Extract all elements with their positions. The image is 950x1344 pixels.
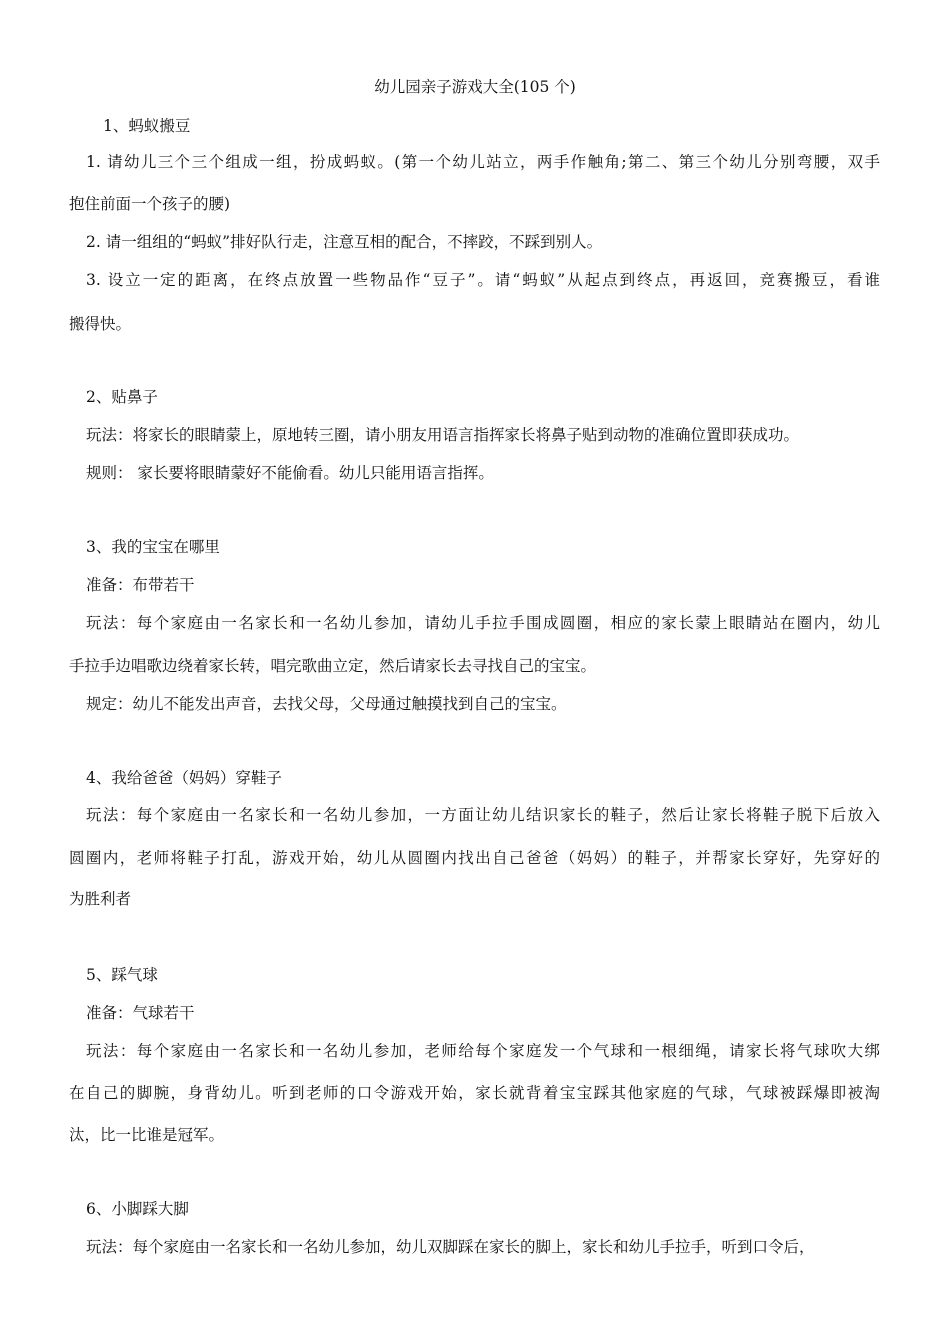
paragraph-line: 准备：气球若干 <box>86 1004 195 1022</box>
paragraph-line: 玩法：将家长的眼睛蒙上，原地转三圈，请小朋友用语言指挥家长将鼻子贴到动物的准确位置即获成功。 <box>86 426 800 444</box>
paragraph-line: 规则： 家长要将眼睛蒙好不能偷看。幼儿只能用语言指挥。 <box>86 464 494 482</box>
paragraph-line: 为胜利者 <box>69 890 132 908</box>
section-heading: 6、小脚踩大脚 <box>86 1200 189 1218</box>
paragraph-line: 搬得快。 <box>69 315 132 333</box>
section-heading: 4、我给爸爸（妈妈）穿鞋子 <box>86 769 282 787</box>
document-title: 幼儿园亲子游戏大全(105 个) <box>374 78 576 96</box>
paragraph-line: 玩法：每个家庭由一名家长和一名幼儿参加，一方面让幼儿结识家长的鞋子，然后让家长将鞋子脱下后放入 <box>86 806 880 824</box>
paragraph-line: 1. 请幼儿三个三个组成一组，扮成蚂蚁。(第一个幼儿站立，两手作触角;第二、第三个幼儿分别弯腰，双手 <box>86 153 880 171</box>
paragraph-line: 2. 请一组组的“蚂蚁”排好队行走，注意互相的配合，不摔跤，不踩到别人。 <box>86 233 603 251</box>
section-heading: 3、我的宝宝在哪里 <box>86 538 220 556</box>
paragraph-line: 汰，比一比谁是冠军。 <box>69 1126 225 1144</box>
paragraph-line: 玩法：每个家庭由一名家长和一名幼儿参加，老师给每个家庭发一个气球和一根细绳，请家长将气球吹大绑 <box>86 1042 880 1060</box>
paragraph-line: 在自己的脚腕，身背幼儿。听到老师的口令游戏开始，家长就背着宝宝踩其他家庭的气球，气球被踩爆即被淘 <box>69 1084 880 1102</box>
paragraph-line: 3. 设立一定的距离，在终点放置一些物品作“豆子”。请“蚂蚁”从起点到终点，再返回，竞赛搬豆，看谁 <box>86 271 880 289</box>
section-heading: 2、贴鼻子 <box>86 388 158 406</box>
paragraph-line: 规定：幼儿不能发出声音，去找父母，父母通过触摸找到自己的宝宝。 <box>86 695 567 713</box>
paragraph-line: 抱住前面一个孩子的腰) <box>69 195 231 213</box>
section-heading: 1、蚂蚁搬豆 <box>103 117 191 135</box>
paragraph-line: 准备：布带若干 <box>86 576 195 594</box>
paragraph-line: 圆圈内，老师将鞋子打乱，游戏开始，幼儿从圆圈内找出自己爸爸（妈妈）的鞋子，并帮家长穿好，先穿好的 <box>69 849 880 867</box>
paragraph-line: 玩法：每个家庭由一名家长和一名幼儿参加，幼儿双脚踩在家长的脚上，家长和幼儿手拉手，听到口令后， <box>86 1238 815 1256</box>
paragraph-line: 玩法：每个家庭由一名家长和一名幼儿参加，请幼儿手拉手围成圆圈，相应的家长蒙上眼睛站在圈内，幼儿 <box>86 614 880 632</box>
section-heading: 5、踩气球 <box>86 966 158 984</box>
paragraph-line: 手拉手边唱歌边绕着家长转，唱完歌曲立定，然后请家长去寻找自己的宝宝。 <box>69 657 597 675</box>
